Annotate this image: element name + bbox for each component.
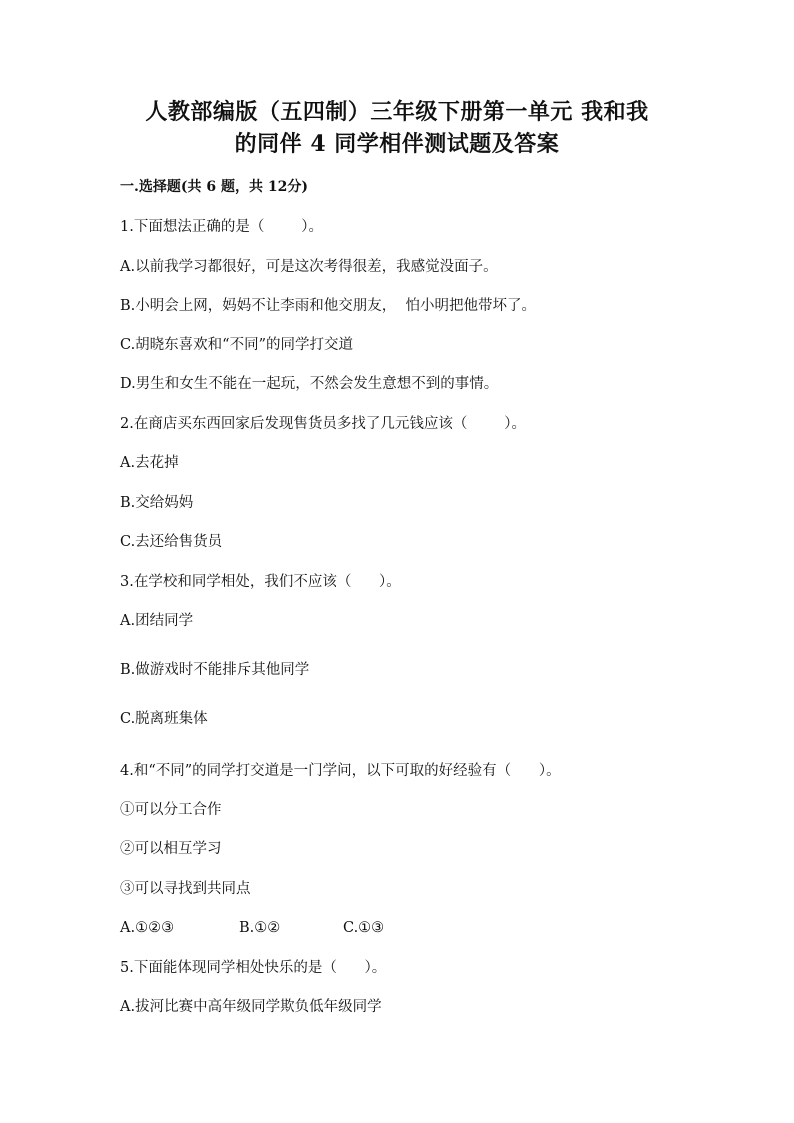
question-2-option-a: A.去花掉 <box>120 455 179 471</box>
question-4-option-c: C.①③ <box>343 920 385 936</box>
section-heading: 一.选择题(共 6 题，共 12分) <box>120 179 308 195</box>
question-4-option-a: A.①②③ <box>120 920 175 936</box>
question-4-option-b: B.①② <box>239 920 281 936</box>
question-4-item-2: ②可以相互学习 <box>120 841 222 857</box>
question-1-option-c: C.胡晓东喜欢和“不同”的同学打交道 <box>120 337 354 353</box>
question-5-stem: 5.下面能体现同学相处快乐的是（ ）。 <box>120 960 387 976</box>
question-3-option-a: A.团结同学 <box>120 613 194 629</box>
page-title-line-1: 人教部编版（五四制）三年级下册第一单元 我和我 <box>145 99 649 125</box>
question-4-stem: 4.和“不同”的同学打交道是一门学问，以下可取的好经验有（ ）。 <box>120 763 561 779</box>
question-2-option-b: B.交给妈妈 <box>120 495 194 511</box>
question-2-stem: 2.在商店买东西回家后发现售货员多找了几元钱应该（ ）。 <box>120 416 526 432</box>
question-1-option-d: D.男生和女生不能在一起玩，不然会发生意想不到的事情。 <box>120 376 499 392</box>
question-5-option-a: A.拔河比赛中高年级同学欺负低年级同学 <box>120 999 382 1015</box>
question-1-stem: 1.下面想法正确的是（ ）。 <box>120 219 323 235</box>
question-2-option-c: C.去还给售货员 <box>120 534 223 550</box>
question-4-item-3: ③可以寻找到共同点 <box>120 881 251 897</box>
question-3-option-c: C.脱离班集体 <box>120 711 208 727</box>
question-3-option-b: B.做游戏时不能排斥其他同学 <box>120 662 310 678</box>
question-4-item-1: ①可以分工合作 <box>120 802 222 818</box>
page-title-line-2: 的同伴 4 同学相伴测试题及答案 <box>234 131 560 157</box>
question-1-option-b: B.小明会上网，妈妈不让李雨和他交朋友， 怕小明把他带坏了。 <box>120 298 536 314</box>
question-3-stem: 3.在学校和同学相处，我们不应该（ ）。 <box>120 574 401 590</box>
question-1-option-a: A.以前我学习都很好，可是这次考得很差，我感觉没面子。 <box>120 259 498 275</box>
